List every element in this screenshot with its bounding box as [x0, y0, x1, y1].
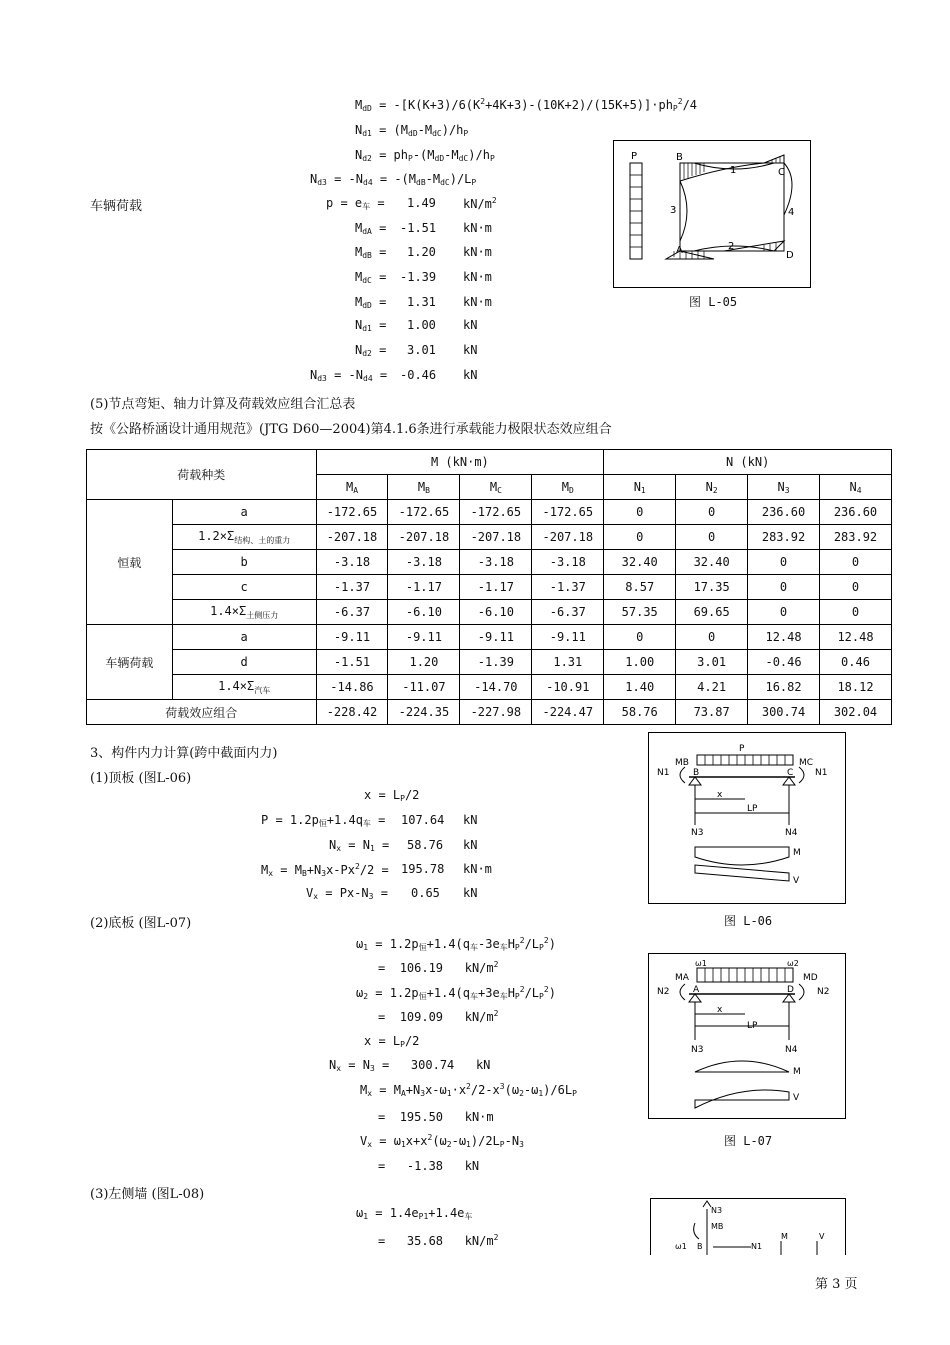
table-row [87, 650, 892, 675]
vehicle-row-value: 3.01 [407, 343, 436, 357]
svg-text:N4: N4 [785, 828, 798, 838]
vehicle-row-label: $M_{dD}$ = [355, 295, 387, 310]
table-cell: -224.47 [532, 700, 604, 725]
table-row [87, 575, 892, 600]
table-cell: -228.42 [316, 700, 388, 725]
table-cell: -172.65 [388, 500, 460, 525]
svg-text:ω1: ω1 [675, 1242, 687, 1251]
row-subtype: a [172, 625, 316, 650]
bottom-Mx: $M_x = M_A+N_3x-\omega_1\cdot x^2/2-x^3(\omega_2-\omega_1)/6L_P$ [360, 1082, 577, 1098]
vehicle-row-unit: kN [463, 318, 478, 332]
table-row [87, 700, 892, 725]
top-P: $P = 1.2p_恒+1.4q_车$ = [261, 813, 386, 828]
table-cell: 236.60 [820, 500, 892, 525]
svg-text:M: M [781, 1232, 788, 1241]
table-cell: -224.35 [388, 700, 460, 725]
top-P-unit: kN [463, 813, 478, 827]
label-B: B [676, 152, 683, 163]
formula-Nd3: $N_{d3} = -N_{d4} = -(M_{dB}-M_{dC})/L_P$ [310, 172, 477, 187]
group-vehicle-load: 车辆荷载 [87, 625, 173, 700]
label-1: 1 [730, 165, 737, 176]
col-N-1: $N_1$ [604, 475, 676, 500]
table-cell: -9.11 [316, 625, 388, 650]
svg-text:A: A [693, 985, 700, 995]
top-Vx: $V_x = Px-N_3$ = [306, 886, 388, 901]
group-combination: 荷载效应组合 [87, 700, 317, 725]
svg-text:N1: N1 [815, 768, 828, 778]
table-cell: 18.12 [820, 675, 892, 700]
label-4: 4 [788, 207, 795, 218]
bottom-x: $x = L_P/2$ [364, 1034, 420, 1049]
svg-text:D: D [787, 985, 794, 995]
svg-text:V: V [793, 876, 800, 886]
vehicle-row-unit: kN·m [463, 270, 492, 284]
top-Nx-value: 58.76 [407, 838, 444, 852]
top-x: $x = L_P/2$ [364, 788, 420, 803]
table-cell: 0 [748, 575, 820, 600]
table-cell: 69.65 [676, 600, 748, 625]
section5-heading: (5)节点弯矩、轴力计算及荷载效应组合汇总表 [90, 397, 356, 412]
table-cell: -14.86 [316, 675, 388, 700]
table-cell: -9.11 [388, 625, 460, 650]
table-cell: -11.07 [388, 675, 460, 700]
table-cell: 17.35 [676, 575, 748, 600]
table-cell: 8.57 [604, 575, 676, 600]
table-row [87, 525, 892, 550]
table-cell: -0.46 [748, 650, 820, 675]
table-cell: 32.40 [676, 550, 748, 575]
wall-omega1-expr: $\omega_1 = 1.4e_{P1}+1.4e_车$ [356, 1206, 473, 1221]
top-Vx-value: 0.65 [411, 886, 440, 900]
table-cell: -9.11 [460, 625, 532, 650]
table-cell: 300.74 [748, 700, 820, 725]
table-row [87, 600, 892, 625]
table-row [87, 675, 892, 700]
col-N-4: $N_4$ [820, 475, 892, 500]
vehicle-row-value: 1.20 [407, 245, 436, 259]
vehicle-row-unit: kN·m [463, 295, 492, 309]
table-cell: 73.87 [676, 700, 748, 725]
left-wall-diagram [651, 1199, 845, 1255]
label-3: 3 [670, 205, 677, 216]
omega1-value: = 106.19 $kN/m^2$ [378, 960, 499, 975]
table-cell: -6.10 [388, 600, 460, 625]
label-D: D [786, 250, 794, 261]
svg-text:MA: MA [675, 973, 689, 983]
col-M-D: $M_D$ [532, 475, 604, 500]
table-cell: 0 [604, 625, 676, 650]
col-N-2: $N_2$ [676, 475, 748, 500]
svg-text:M: M [793, 848, 801, 858]
table-cell: 302.04 [820, 700, 892, 725]
table-cell: -14.70 [460, 675, 532, 700]
svg-text:N1: N1 [751, 1242, 763, 1251]
bottom-slab-heading: (2)底板 (图L-07) [90, 916, 192, 931]
row-subtype: c [172, 575, 316, 600]
svg-text:V: V [819, 1232, 825, 1241]
vehicle-row-label: $N_{d3} = -N_{d4}$ = [310, 368, 388, 383]
table-cell: 1.20 [388, 650, 460, 675]
svg-text:LP: LP [747, 804, 758, 814]
table-cell: -9.11 [532, 625, 604, 650]
table-cell: -227.98 [460, 700, 532, 725]
svg-text:N3: N3 [691, 1045, 704, 1055]
figure-l05-caption: 图 L-05 [689, 295, 738, 309]
frame-load-diagram [614, 141, 810, 287]
table-cell: 0 [604, 525, 676, 550]
figure-l07-caption: 图 L-07 [724, 1134, 773, 1148]
top-Vx-unit: kN [463, 886, 478, 900]
table-cell: 57.35 [604, 600, 676, 625]
vehicle-row-unit: kN [463, 343, 478, 357]
vehicle-row-value: -0.46 [400, 368, 437, 382]
table-cell: -1.51 [316, 650, 388, 675]
table-cell: 4.21 [676, 675, 748, 700]
row-subtype: $1.2\times\Sigma_{结构、土的重力}$ [172, 525, 316, 550]
top-Mx-unit: kN·m [463, 862, 492, 876]
header-M: M (kN·m) [316, 450, 604, 475]
table-cell: 0 [748, 550, 820, 575]
table-cell: 58.76 [604, 700, 676, 725]
summary-table [86, 449, 892, 725]
table-row [87, 500, 892, 525]
svg-text:MD: MD [803, 973, 818, 983]
table-cell: 0 [820, 575, 892, 600]
top-slab-diagram [649, 733, 845, 903]
label-A: A [676, 245, 683, 256]
table-cell: -207.18 [316, 525, 388, 550]
figure-l05 [613, 140, 811, 288]
svg-text:MB: MB [711, 1222, 724, 1231]
table-cell: 236.60 [748, 500, 820, 525]
table-cell: -6.37 [532, 600, 604, 625]
page-number: 第 3 页 [815, 1277, 858, 1292]
table-cell: -3.18 [388, 550, 460, 575]
table-cell: -1.17 [388, 575, 460, 600]
vehicle-row-value: -1.51 [400, 221, 437, 235]
omega2-expr: $\omega_2 = 1.2p_恒+1.4(q_车+3e_车H_P^2/L_P^2)$ [356, 985, 556, 1001]
vehicle-row-label: $M_{dA}$ = [355, 221, 387, 236]
omega1-expr: $\omega_1 = 1.2p_恒+1.4(q_车-3e_车H_P^2/L_P^2)$ [356, 936, 556, 952]
top-Nx: $N_x = N_1$ = [329, 838, 390, 853]
bottom-Vx-value: = -1.38 kN [378, 1159, 480, 1173]
col-M-A: $M_A$ [316, 475, 388, 500]
top-Mx: $M_x = M_B+N_3x-Px^2/2$ = [261, 862, 389, 878]
table-cell: -3.18 [316, 550, 388, 575]
vehicle-row-label: $M_{dB}$ = [355, 245, 387, 260]
svg-text:N2: N2 [817, 987, 830, 997]
vehicle-row-value: 1.31 [407, 295, 436, 309]
bottom-Mx-value: = 195.50 kN·m [378, 1110, 494, 1124]
row-subtype: a [172, 500, 316, 525]
table-cell: -1.37 [316, 575, 388, 600]
svg-text:M: M [793, 1067, 801, 1077]
label-C: C [778, 167, 785, 178]
section5-line: 按《公路桥涵设计通用规范》(JTG D60—2004)第4.1.6条进行承载能力极限状态效应组合 [90, 422, 612, 437]
bottom-Nx: $N_x = N_3 = 300.74$ kN [329, 1058, 491, 1073]
vehicle-row-value: 1.00 [407, 318, 436, 332]
svg-text:B: B [693, 768, 700, 778]
vehicle-row-label: $N_{d2}$ = [355, 343, 387, 358]
table-cell: -3.18 [460, 550, 532, 575]
table-cell: -10.91 [532, 675, 604, 700]
vehicle-row-value: -1.39 [400, 270, 437, 284]
left-wall-heading: (3)左侧墙 (图L-08) [90, 1187, 205, 1202]
vehicle-row-unit: kN [463, 368, 478, 382]
svg-text:x: x [717, 1005, 723, 1015]
top-slab-heading: (1)顶板 (图L-06) [90, 771, 192, 786]
label-P: P [631, 151, 638, 162]
figure-l08 [650, 1198, 846, 1255]
figure-l07 [648, 953, 846, 1119]
table-cell: 283.92 [820, 525, 892, 550]
table-cell: -207.18 [532, 525, 604, 550]
formula-MdD: $M_{dD} = -[K(K+3)/6(K^2+4K+3)-(10K+2)/(15K+5)]\cdot ph_P^2/4$ [355, 97, 698, 113]
table-cell: 0 [820, 550, 892, 575]
table-cell: -1.39 [460, 650, 532, 675]
table-cell: 0 [676, 525, 748, 550]
bottom-slab-diagram [649, 954, 845, 1118]
col-M-B: $M_B$ [388, 475, 460, 500]
svg-text:N3: N3 [711, 1206, 723, 1215]
header-load-type: 荷载种类 [87, 450, 317, 500]
svg-text:x: x [717, 790, 723, 800]
table-row [87, 550, 892, 575]
vehicle-section-label: 车辆荷载 [90, 199, 143, 214]
vehicle-p-row: $p = e_车$ = [326, 196, 385, 211]
vehicle-row-label: $N_{d1}$ = [355, 318, 387, 333]
row-subtype: b [172, 550, 316, 575]
table-cell: -207.18 [388, 525, 460, 550]
table-cell: -6.10 [460, 600, 532, 625]
svg-text:P: P [739, 744, 745, 754]
table-cell: 12.48 [820, 625, 892, 650]
table-cell: 0 [676, 625, 748, 650]
wall-omega1-value: = 35.68 $kN/m^2$ [378, 1233, 499, 1248]
table-cell: 0 [820, 600, 892, 625]
table-cell: 3.01 [676, 650, 748, 675]
svg-text:ω1: ω1 [695, 959, 707, 968]
svg-text:ω2: ω2 [787, 959, 799, 968]
omega2-value: = 109.09 $kN/m^2$ [378, 1009, 499, 1024]
table-cell: 0 [604, 500, 676, 525]
section3-heading: 3、构件内力计算(跨中截面内力) [90, 746, 278, 761]
bottom-Vx: $V_x = \omega_1x+x^2(\omega_2-\omega_1)/2L_P-N_3$ [360, 1133, 524, 1149]
vehicle-p-unit: $kN/m^2$ [463, 196, 497, 211]
vehicle-row-unit: kN·m [463, 221, 492, 235]
row-subtype: d [172, 650, 316, 675]
figure-l06 [648, 732, 846, 904]
table-cell: 32.40 [604, 550, 676, 575]
header-N: N (kN) [604, 450, 892, 475]
table-cell: -6.37 [316, 600, 388, 625]
svg-text:V: V [793, 1093, 800, 1103]
table-cell: 283.92 [748, 525, 820, 550]
svg-text:N2: N2 [657, 987, 670, 997]
svg-text:B: B [697, 1242, 703, 1251]
row-subtype: $1.4\times\Sigma_{土侧压力}$ [172, 600, 316, 625]
table-cell: 1.00 [604, 650, 676, 675]
label-2: 2 [728, 241, 735, 252]
table-cell: -172.65 [460, 500, 532, 525]
table-cell: 16.82 [748, 675, 820, 700]
vehicle-p-value: 1.49 [407, 196, 436, 210]
table-cell: -3.18 [532, 550, 604, 575]
vehicle-row-label: $M_{dC}$ = [355, 270, 387, 285]
table-cell: -207.18 [460, 525, 532, 550]
table-cell: 0 [676, 500, 748, 525]
col-M-C: $M_C$ [460, 475, 532, 500]
svg-text:MC: MC [799, 758, 814, 768]
table-cell: -1.17 [460, 575, 532, 600]
row-subtype: $1.4\times\Sigma_{汽车}$ [172, 675, 316, 700]
formula-Nd2: $N_{d2} = ph_P-(M_{dD}-M_{dC})/h_P$ [355, 148, 495, 163]
table-cell: 12.48 [748, 625, 820, 650]
table-cell: 1.31 [532, 650, 604, 675]
table-cell: 1.40 [604, 675, 676, 700]
table-cell: 0 [748, 600, 820, 625]
svg-text:LP: LP [747, 1021, 758, 1031]
table-cell: 0.46 [820, 650, 892, 675]
table-cell: -1.37 [532, 575, 604, 600]
formula-Nd1: $N_{d1} = (M_{dD}-M_{dC})/h_P$ [355, 123, 469, 138]
top-Nx-unit: kN [463, 838, 478, 852]
vehicle-row-unit: kN·m [463, 245, 492, 259]
table-cell: -172.65 [532, 500, 604, 525]
group-dead-load: 恒载 [87, 500, 173, 625]
figure-l06-caption: 图 L-06 [724, 914, 773, 928]
svg-text:N1: N1 [657, 768, 670, 778]
table-cell: -172.65 [316, 500, 388, 525]
svg-text:C: C [787, 768, 794, 778]
svg-text:N3: N3 [691, 828, 704, 838]
col-N-3: $N_3$ [748, 475, 820, 500]
top-Mx-value: 195.78 [401, 862, 445, 876]
table-row [87, 625, 892, 650]
svg-text:MB: MB [675, 758, 689, 768]
svg-text:N4: N4 [785, 1045, 798, 1055]
top-P-value: 107.64 [401, 813, 445, 827]
